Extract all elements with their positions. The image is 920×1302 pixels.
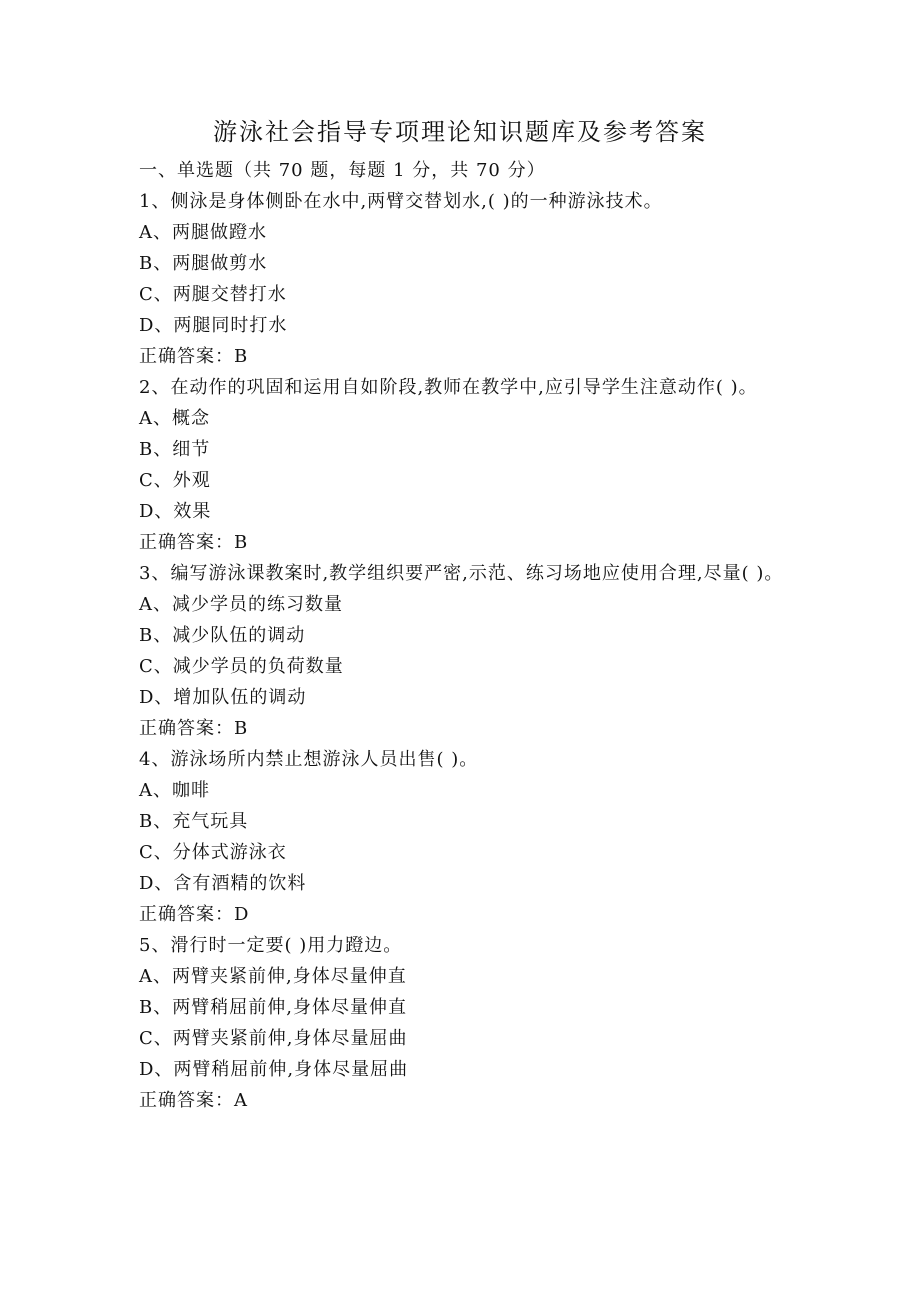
answer-line: 正确答案：B [139, 346, 249, 367]
answer-line: 正确答案：A [139, 1090, 248, 1111]
question-1 [139, 186, 799, 372]
option-d: D、增加队伍的调动 [139, 687, 307, 708]
option-a: A、两臂夹紧前伸,身体尽量伸直 [139, 966, 407, 987]
question-stem: 2、在动作的巩固和运用自如阶段,教师在教学中,应引导学生注意动作( )。 [139, 377, 758, 398]
document-title: 游泳社会指导专项理论知识题库及参考答案 [213, 118, 707, 146]
option-b: B、细节 [139, 439, 211, 460]
question-3 [139, 558, 799, 744]
option-a: A、概念 [139, 408, 210, 429]
option-c: C、分体式游泳衣 [139, 842, 287, 863]
option-c: C、两腿交替打水 [139, 284, 287, 305]
question-stem: 1、侧泳是身体侧卧在水中,两臂交替划水,( )的一种游泳技术。 [139, 191, 663, 212]
question-list [139, 155, 799, 1116]
option-d: D、两腿同时打水 [139, 315, 288, 336]
option-a: A、咖啡 [139, 780, 210, 801]
question-4 [139, 744, 799, 930]
option-c: C、两臂夹紧前伸,身体尽量屈曲 [139, 1028, 408, 1049]
question-5 [139, 930, 799, 1116]
question-stem: 4、游泳场所内禁止想游泳人员出售( )。 [139, 749, 479, 770]
option-b: B、减少队伍的调动 [139, 625, 306, 646]
answer-line: 正确答案：B [139, 532, 249, 553]
option-b: B、充气玩具 [139, 811, 249, 832]
answer-line: 正确答案：D [139, 904, 250, 925]
answer-line: 正确答案：B [139, 718, 249, 739]
question-2 [139, 372, 799, 558]
option-c: C、减少学员的负荷数量 [139, 656, 344, 677]
question-stem: 5、滑行时一定要( )用力蹬边。 [139, 935, 403, 956]
option-d: D、效果 [139, 501, 212, 522]
option-a: A、两腿做蹬水 [139, 222, 267, 243]
option-b: B、两腿做剪水 [139, 253, 268, 274]
option-a: A、减少学员的练习数量 [139, 594, 343, 615]
option-d: D、两臂稍屈前伸,身体尽量屈曲 [139, 1059, 409, 1080]
option-b: B、两臂稍屈前伸,身体尽量伸直 [139, 997, 407, 1018]
option-c: C、外观 [139, 470, 211, 491]
question-stem: 3、编写游泳课教案时,教学组织要严密,示范、练习场地应使用合理,尽量( )。 [139, 563, 784, 584]
section-heading: 一、单选题（共 70 题，每题 1 分，共 70 分） [139, 160, 546, 181]
option-d: D、含有酒精的饮料 [139, 873, 307, 894]
